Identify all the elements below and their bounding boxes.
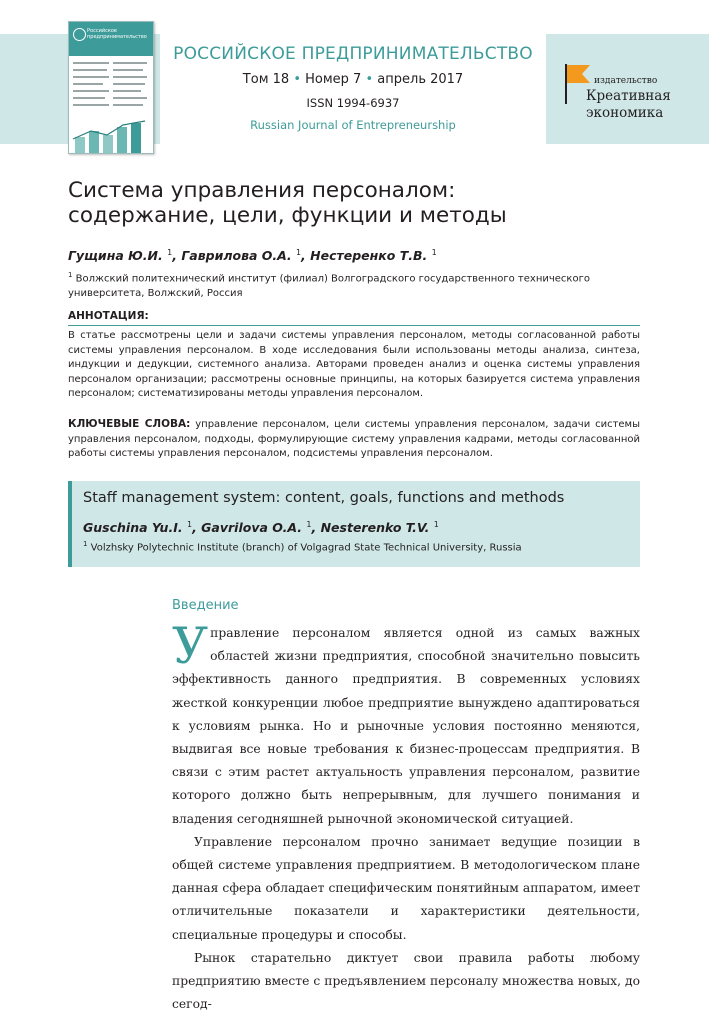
keywords-text: управление персоналом, цели системы управления персоналом, задачи системы управления персоналом, подходы, формулирующие систему управления кадрами, методы согласованной работы системы управления персоналом, подсистемы управления персоналом.: [68, 419, 640, 459]
author-name-en: Guschina Yu.I.: [83, 520, 183, 536]
abstract-heading: АННОТАЦИЯ:: [68, 310, 149, 322]
journal-title-en: Russian Journal of Entrepreneurship: [250, 118, 456, 132]
author-name: Гаврилова О.А.: [181, 248, 292, 264]
cover-chart-graphic: [69, 119, 153, 153]
publisher-label: издательство: [594, 76, 658, 86]
paragraph: Управление персоналом прочно занимает ведущие позиции в общей системе управления предприятием. В методологическом плане данная сфера обладает специфическим понятийным аппаратом, имеет отличительные показатели и характеристики деятельности, специальные процедуры и способы.: [172, 834, 640, 942]
journal-number: Номер 7: [305, 72, 362, 87]
author-name: Нестеренко Т.В.: [310, 248, 428, 264]
abstract-divider: [68, 325, 640, 326]
author-name-en: Gavrilova O.A.: [201, 520, 303, 536]
drop-cap: У: [172, 617, 209, 675]
cover-logo-icon: [73, 28, 86, 41]
authors-en: Guschina Yu.I. $^1$, Gavrilova O.A. $^1$, Nesterenko T.V. $^1$: [83, 520, 439, 536]
affiliation-en: $^1$ Volzhsky Polytechnic Institute (branch) of Volgagrad State Technical University, Russia: [83, 540, 522, 554]
authors-ru: Гущина Ю.И. $^1$, Гаврилова О.А. $^1$, Нестеренко Т.В. $^1$: [68, 248, 437, 264]
cover-title: Российское предпринимательство: [87, 28, 147, 40]
keywords-heading: КЛЮЧЕВЫЕ СЛОВА:: [68, 418, 191, 430]
journal-issn: ISSN 1994-6937: [306, 96, 400, 110]
author-name: Гущина Ю.И.: [68, 248, 163, 264]
section-heading: Введение: [172, 598, 239, 613]
journal-cover-thumbnail: [68, 21, 154, 154]
journal-date: апрель 2017: [377, 72, 464, 87]
author-name-en: Nesterenko T.V.: [320, 520, 430, 536]
publisher-name: Креативная экономика: [586, 88, 671, 121]
body-text: [172, 617, 640, 1016]
paragraph: Рынок старательно диктует свои правила работы любому предприятию вместе с предъявлением персоналу множества новых, до сегод-: [172, 950, 640, 1012]
abstract-text: В статье рассмотрены цели и задачи системы управления персоналом, методы согласованной работы системы управления персоналом. В ходе исследования были использованы методы анализа, синтеза, индукции и дедукции, системного анализа. Авторами проведен анализ и оценка системы управления персоналом организации; рассмотрены основные принципы, на которых базируется система управления персоналом; систематизированы методы управления персоналом.: [68, 330, 640, 399]
separator-dot-icon: •: [365, 72, 374, 87]
affiliation-ru: $^1$ Волжский политехнический институт (филиал) Волгоградского государственного технического университета, Волжский, Россия: [68, 271, 590, 299]
article-title-en: Staff management system: content, goals, functions and methods: [83, 490, 565, 506]
article-title: Система управления персоналом: содержание, цели, функции и методы: [68, 178, 507, 228]
journal-title: РОССИЙСКОЕ ПРЕДПРИНИМАТЕЛЬСТВО: [173, 44, 533, 64]
separator-dot-icon: •: [293, 72, 301, 87]
journal-issue-line: [160, 72, 546, 87]
keywords: [68, 417, 640, 462]
journal-volume: Том 18: [242, 72, 290, 87]
english-box-accent-bar: [68, 481, 72, 567]
paragraph: Управление персоналом является одной из самых важных областей жизни предприятия, способной значительно повысить эффективность данного предприятия. В современных условиях жесткой конкуренции любое предприятие вынуждено адаптироваться к условиям рынка. Но и рыночные условия постоянно меняются, выдвигая все новые требования к бизнес-процессам предприятия. В связи с этим растет актуальность управления персоналом, развитие которого должно быть непрерывным, для лучшего понимания и владения сегодняшней рыночной экономической ситуацией.: [172, 617, 640, 826]
